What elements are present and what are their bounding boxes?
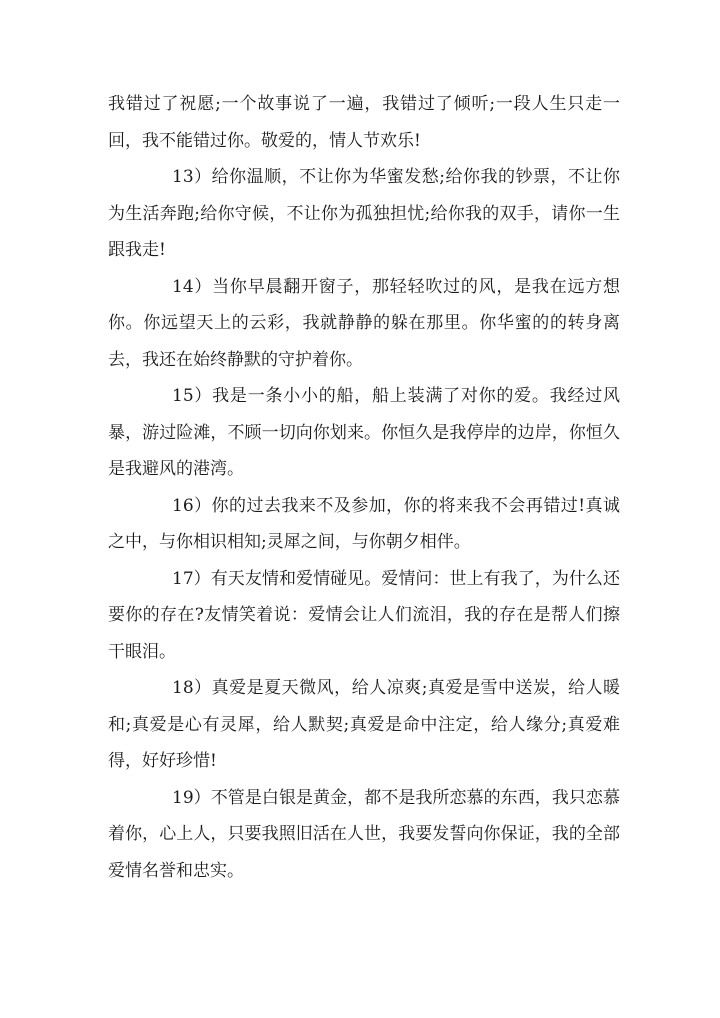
paragraph-13: 13）给你温顺，不让你为华蜜发愁;给你我的钞票，不让你为生活奔跑;给你守候，不让你为孤独担忧;给你我的双手，请你一生跟我走!: [108, 167, 620, 260]
paragraph-18: 18）真爱是夏天微风，给人凉爽;真爱是雪中送炭，给人暖和;真爱是心有灵犀，给人默契;真爱是命中注定，给人缘分;真爱难得，好好珍惜!: [108, 678, 620, 771]
paragraph-continuation: 我错过了祝愿;一个故事说了一遍，我错过了倾听;一段人生只走一回，我不能错过你。敬爱的，情人节欢乐!: [108, 94, 620, 151]
paragraph-16: 16）你的过去我来不及参加，你的将来我不会再错过!真诚之中，与你相识相知;灵犀之间，与你朝夕相伴。: [108, 495, 620, 552]
paragraph-17: 17）有天友情和爱情碰见。爱情问：世上有我了，为什么还要你的存在?友情笑着说：爱情会让人们流泪，我的存在是帮人们擦干眼泪。: [108, 568, 620, 662]
document-body: [108, 86, 620, 889]
paragraph-14: 14）当你早晨翻开窗子，那轻轻吹过的风，是我在远方想你。你远望天上的云彩，我就静静的躲在那里。你华蜜的的转身离去，我还在始终静默的守护着你。: [108, 276, 620, 370]
paragraph-15: 15）我是一条小小的船，船上装满了对你的爱。我经过风暴，游过险滩，不顾一切向你划来。你恒久是我停岸的边岸，你恒久是我避风的港湾。: [108, 386, 620, 479]
paragraph-19: 19）不管是白银是黄金，都不是我所恋慕的东西，我只恋慕着你，心上人，只要我照旧活在人世，我要发誓向你保证，我的全部爱情名誉和忠实。: [108, 787, 620, 881]
